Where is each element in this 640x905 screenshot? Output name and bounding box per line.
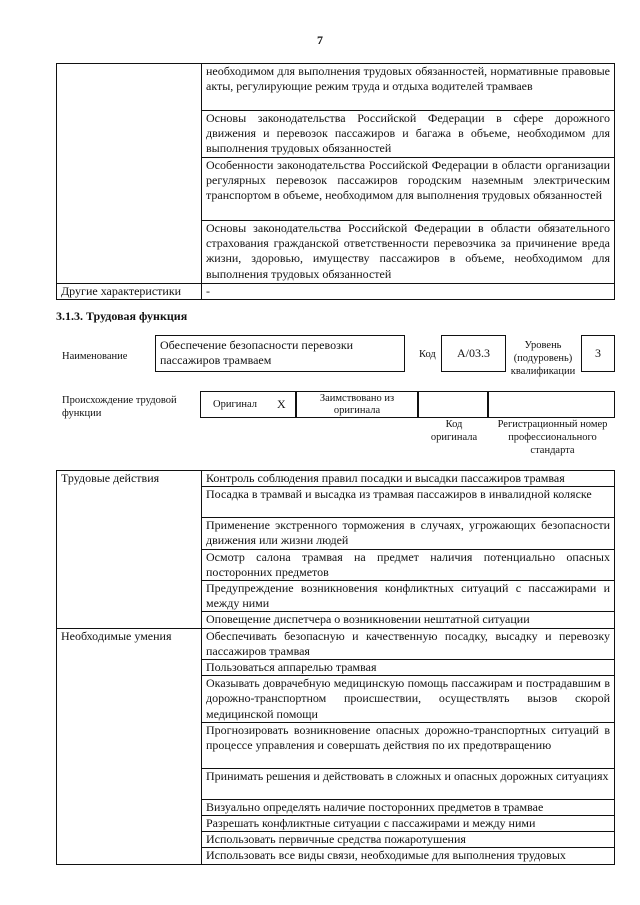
table-cell: Пользоваться аппарелью трамвая	[202, 660, 615, 676]
table-cell: необходимом для выполнения трудовых обязанностей, нормативные правовые акты, регулирующие режим труда и отдыха водителей трамваев	[202, 64, 615, 111]
skills-label: Необходимые умения	[57, 628, 202, 864]
original-label: Оригинал	[213, 399, 257, 410]
section-title: 3.1.3. Трудовая функция	[56, 309, 188, 323]
table-cell: Разрешать конфликтные ситуации с пассажирами и между ними	[202, 816, 615, 832]
reg-number-label: Регистрационный номер профессионального стандарта	[497, 419, 608, 456]
table-row	[57, 284, 615, 300]
table-cell: Обеспечивать безопасную и качественную посадку, высадку и перевозку пассажиров трамвая	[202, 628, 615, 659]
reg-number-box	[488, 391, 615, 418]
level-value: 3	[595, 346, 601, 360]
original-box	[200, 391, 296, 418]
empty-label-cell	[57, 64, 202, 284]
name-label: Наименование	[62, 351, 128, 362]
other-characteristics-value: -	[202, 284, 615, 300]
table-cell: Визуально определять наличие посторонних предметов в трамвае	[202, 799, 615, 815]
page-number: 7	[317, 33, 323, 47]
table-cell: Использовать все виды связи, необходимые для выполнения трудовых	[202, 848, 615, 864]
function-name-value: Обеспечение безопасности перевозки пассажиров трамваем	[160, 338, 354, 367]
table-cell: Основы законодательства Российской Федерации в сфере дорожного движения и перевозок пассажиров и багажа в объеме, необходимом для выполнения трудовых обязанностей	[202, 111, 615, 158]
table-row	[57, 628, 615, 659]
code-original-box	[418, 391, 488, 418]
table-cell: Контроль соблюдения правил посадки и высадки пассажиров трамвая	[202, 471, 615, 487]
labor-function-table	[56, 470, 615, 865]
original-mark: X	[277, 397, 286, 411]
borrowed-label: Заимствовано из оригинала	[319, 393, 395, 416]
level-box	[581, 335, 615, 372]
table-row	[57, 64, 615, 111]
code-original-label: Код оригинала	[430, 419, 478, 443]
table-cell: Оказывать доврачебную медицинскую помощь пассажирам и пострадавшим в дорожно-транспортном происшествии, осуществлять вызов скорой медицинской помощи	[202, 676, 615, 723]
table-cell: Принимать решения и действовать в сложных и опасных дорожных ситуациях	[202, 768, 615, 799]
function-name-box	[155, 335, 405, 372]
table-cell: Посадка в трамвай и высадка из трамвая пассажиров в инвалидной коляске	[202, 487, 615, 518]
code-value: A/03.3	[457, 346, 490, 360]
level-label: Уровень (подуровень) квалификации	[510, 340, 576, 377]
other-characteristics-label: Другие характеристики	[57, 284, 202, 300]
table-cell: Оповещение диспетчера о возникновении нештатной ситуации	[202, 612, 615, 628]
table-cell: Прогнозировать возникновение опасных дорожно-транспортных ситуаций в процессе управления и совершать действия по их предотвращению	[202, 722, 615, 768]
knowledge-table-continuation	[56, 63, 615, 300]
borrowed-box	[296, 391, 418, 418]
code-box	[441, 335, 506, 372]
table-cell: Особенности законодательства Российской Федерации в области организации регулярных перевозок пассажиров городским наземным электрическим транспортом в объеме, необходимом для выполнения трудовых обязанностей	[202, 158, 615, 221]
table-cell: Основы законодательства Российской Федерации в области обязательного страхования гражданской ответственности перевозчика за причинение вреда жизни, здоровью, имуществу пассажиров в объеме, необходимом для выполнения трудовых обязанностей	[202, 221, 615, 284]
table-cell: Осмотр салона трамвая на предмет наличия потенциально опасных посторонних предметов	[202, 549, 615, 580]
code-label: Код	[419, 349, 436, 360]
table-cell: Использовать первичные средства пожаротушения	[202, 832, 615, 848]
table-cell: Применение экстренного торможения в случаях, угрожающих безопасности движения или жизни людей	[202, 518, 615, 549]
table-row	[57, 471, 615, 487]
origin-label: Происхождение трудовой функции	[62, 395, 177, 419]
actions-label: Трудовые действия	[57, 471, 202, 629]
table-cell: Предупреждение возникновения конфликтных ситуаций с пассажирами и между ними	[202, 581, 615, 612]
